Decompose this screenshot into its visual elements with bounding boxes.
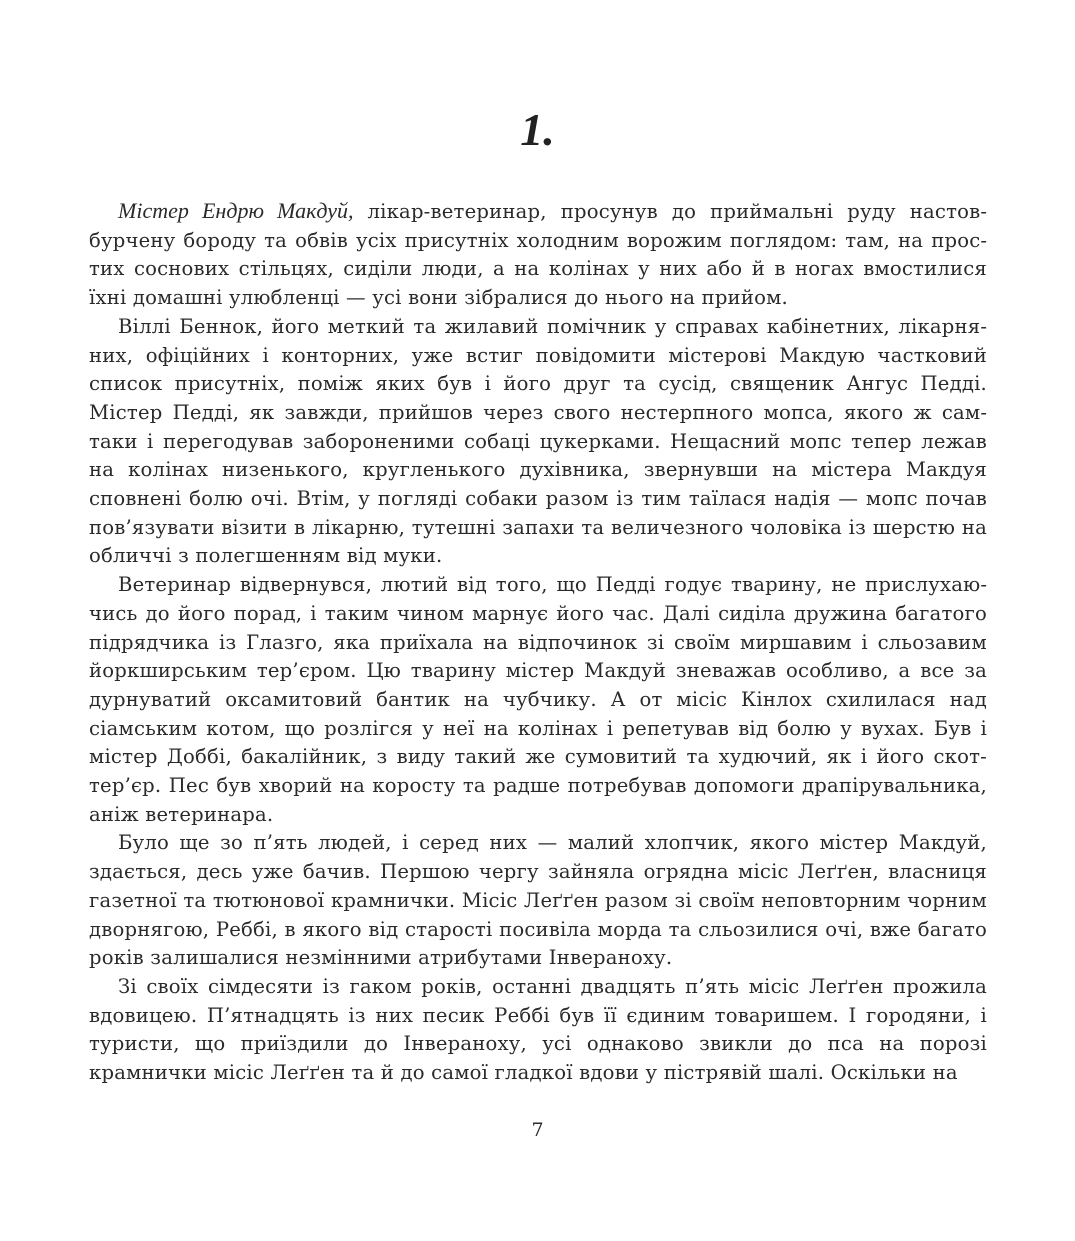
paragraph-text: Ветеринар відвернувся, лютий від того, що Педді годує тварину, не прислухаючись до його порад, і таким чином марнує його час. Далі сиділа дружина багатого підрядчика із Глазго, яка приїхала на відпочинок зі своїм миршавим і сльозавим йоркширським тер’єром. Цю тварину містер Макдуй зневажав особливо, а все за дурнуватий оксамитовий бантик на чубчику. А от місіс Кінлох схилилася над сіамським котом, що розлігся у неї на колінах і репетував від болю у вухах. Був і містер Доббі, бакалійник, з виду такий же сумовитий та худючий, як і його скот-тер’єр. Пес був хворий на коросту та радше потребував допомоги драпірувальника, аніж ветеринара.: [89, 573, 987, 826]
page-number: 7: [531, 1119, 544, 1141]
paragraph-text: Зі своїх сімдесяти із гаком років, останні двадцять п’ять місіс Леґґен прожила вдовицею. П’ятнадцять із них песик Реббі був її єдиним товаришем. І городяни, і туристи, що приїздили до Інвераноху, усі однаково звикли до пса на порозі крамнички місіс Леґґен та й до самої гладкої вдови у пістрявій шалі. Оскільки на: [89, 974, 987, 1085]
paragraph: [89, 571, 987, 829]
paragraph-text: Віллі Беннок, його меткий та жилавий помічник у справах кабінетних, лікарняних, офіційних і конторних, уже встиг повідомити містерові Макдую частковий список присутніх, поміж яких був і його друг та сусід, священик Ангус Педді. Містер Педді, як завжди, прийшов через свого нестерпного мопса, якого ж самтаки і перегодував забороненими собаці цукерками. Нещасний мопс тепер лежав на колінах низенького, кругленького духівника, звернувши на містера Макдуя сповнені болю очі. Втім, у погляді собаки разом із тим таїлася надія — мопс почав пов’язувати візити в лікарню, тутешні запахи та величезного чоловіка із шерстю на обличчі з полегшенням від муки.: [89, 314, 987, 568]
paragraph: [89, 829, 987, 973]
paragraph: [89, 973, 987, 1088]
paragraph-text: лікар-ветеринар, просунув до приймальні руду настовбурчену бороду та обвів усіх присутніх холодним ворожим поглядом: там, на простих соснових стільцях, сиділи люди, а на колінах у них або й в ногах вмостилися їхні домашні улюбленці — усі вони зібралися до нього на прийом.: [89, 200, 987, 310]
paragraph-text: Було ще зо п’ять людей, і серед них — малий хлопчик, якого містер Макдуй, здається, десь уже бачив. Першою чергу зайняла огрядна місіс Леґґен, власниця газетної та тютюнової крамнички. Місіс Леґґен разом зі своїм неповторним чорним дворнягою, Реббі, в якого від старості посивіла морда та сльозилися очі, вже багато років залишалися незмінними атрибутами Інвераноху.: [89, 831, 987, 970]
paragraph: [89, 313, 987, 571]
chapter-title: 1.: [520, 104, 555, 155]
paragraph: [89, 197, 987, 313]
body-text: [89, 197, 987, 1088]
paragraph-lead: Містер Ендрю Макдуй,: [118, 198, 354, 223]
